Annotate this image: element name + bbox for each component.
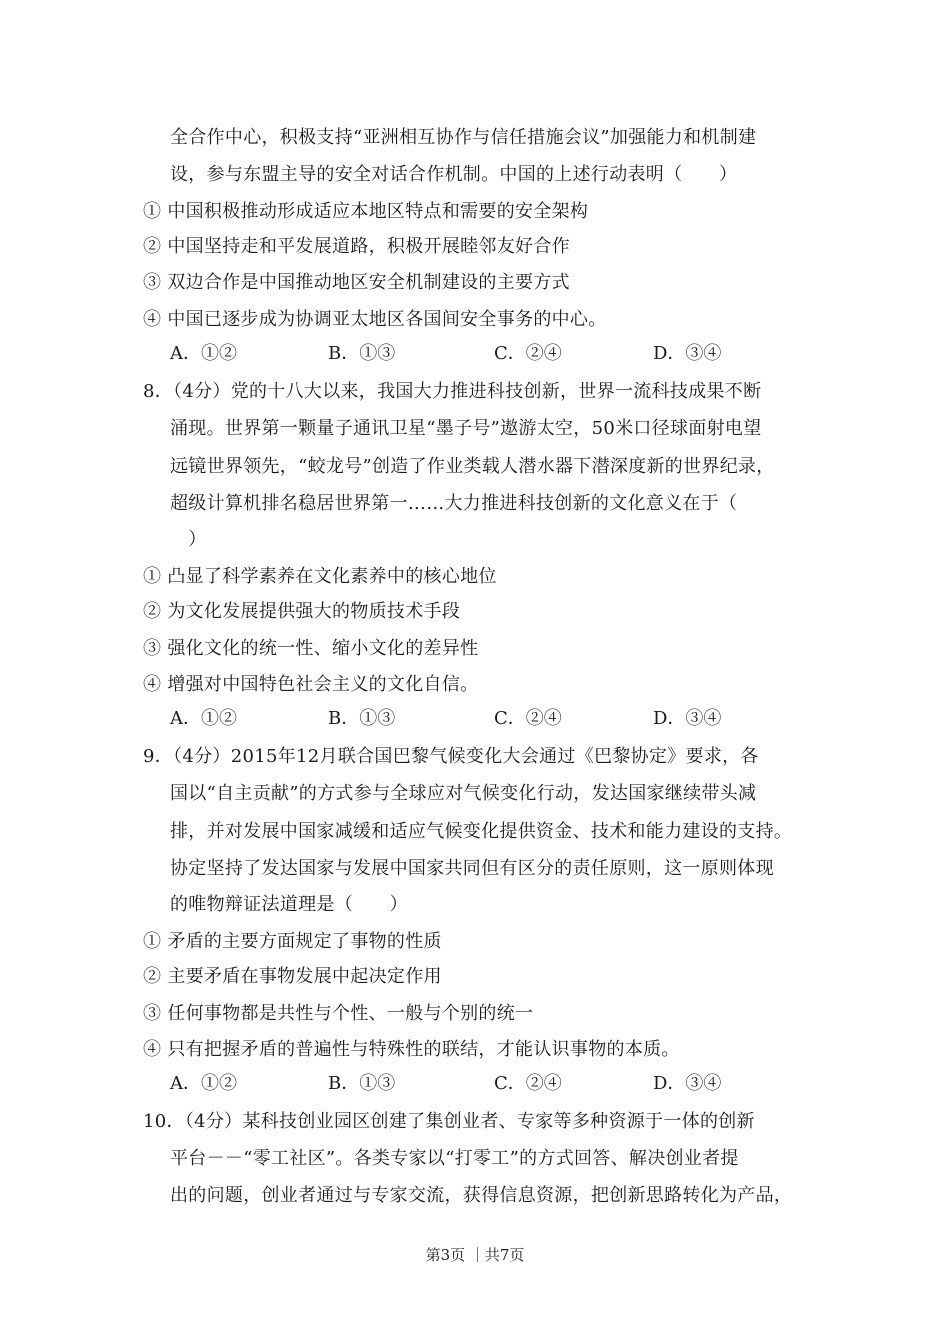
question-8-option: ④ 增强对中国特色社会主义的文化自信。 — [143, 674, 479, 695]
choice-c: C．②④ — [494, 708, 562, 729]
question-9-line: 的唯物辩证法道理是（ ） — [170, 894, 408, 915]
intro-line: 设，参与东盟主导的安全对话合作机制。中国的上述行动表明（ ） — [170, 164, 738, 185]
intro-option: ④ 中国已逐步成为协调亚太地区各国间安全事务的中心。 — [143, 309, 607, 330]
choice-a: A．①② — [170, 1073, 237, 1094]
question-10-stem: 10．（4分）某科技创业园区创建了集创业者、专家等多种资源于一体的创新 — [143, 1111, 755, 1132]
question-9-line: 协定坚持了发达国家与发展中国家共同但有区分的责任原则，这一原则体现 — [170, 858, 774, 879]
page-footer: 第3页 ｜共7页 — [425, 1246, 525, 1264]
question-10-line: 平台－－“零工社区”。各类专家以“打零工”的方式回答、解决创业者提 — [170, 1148, 739, 1169]
question-8-option: ③ 强化文化的统一性、缩小文化的差异性 — [143, 638, 479, 659]
question-9-option: ① 矛盾的主要方面规定了事物的性质 — [143, 931, 442, 952]
choice-b: B．①③ — [328, 708, 396, 729]
question-9-option: ④ 只有把握矛盾的普遍性与特殊性的联结，才能认识事物的本质。 — [143, 1039, 680, 1060]
question-8-line: 远镜世界领先，“蛟龙号”创造了作业类载人潜水器下潜深度新的世界纪录， — [170, 456, 775, 477]
choice-d: D．③④ — [653, 708, 722, 729]
intro-option: ① 中国积极推动形成适应本地区特点和需要的安全架构 — [143, 201, 589, 222]
question-8-option: ② 为文化发展提供强大的物质技术手段 — [143, 601, 461, 622]
choice-a: A．①② — [170, 343, 237, 364]
question-9-line: 国以“自主贡献”的方式参与全球应对气候变化行动，发达国家继续带头减 — [170, 783, 757, 804]
intro-line: 全合作中心，积极支持“亚洲相互协作与信任措施会议”加强能力和机制建 — [170, 127, 757, 148]
choice-d: D．③④ — [653, 343, 722, 364]
question-8-line: 涌现。世界第一颗量子通讯卫星“墨子号”遨游太空，50米口径球面射电望 — [170, 418, 762, 439]
choice-b: B．①③ — [328, 343, 396, 364]
choice-a: A．①② — [170, 708, 237, 729]
question-8-stem: 8．（4分）党的十八大以来，我国大力推进科技创新，世界一流科技成果不断 — [143, 381, 762, 402]
question-10-line: 出的问题，创业者通过与专家交流，获得信息资源，把创新思路转化为产品， — [170, 1185, 793, 1206]
choice-c: C．②④ — [494, 343, 562, 364]
question-8-line: ） — [170, 529, 207, 550]
question-9-line: 排，并对发展中国家减缓和适应气候变化提供资金、技术和能力建设的支持。 — [170, 821, 793, 842]
question-9-option: ③ 任何事物都是共性与个性、一般与个别的统一 — [143, 1003, 534, 1024]
question-9-stem: 9．（4分）2015年12月联合国巴黎气候变化大会通过《巴黎协定》要求，各 — [143, 746, 759, 767]
question-9-option: ② 主要矛盾在事物发展中起决定作用 — [143, 966, 442, 987]
question-8-line: 超级计算机排名稳居世界第一……大力推进科技创新的文化意义在于（ — [170, 493, 738, 514]
choice-b: B．①③ — [328, 1073, 396, 1094]
choice-c: C．②④ — [494, 1073, 562, 1094]
choice-d: D．③④ — [653, 1073, 722, 1094]
question-8-option: ① 凸显了科学素养在文化素养中的核心地位 — [143, 566, 497, 587]
intro-option: ② 中国坚持走和平发展道路，积极开展睦邻友好合作 — [143, 236, 570, 257]
intro-option: ③ 双边合作是中国推动地区安全机制建设的主要方式 — [143, 272, 570, 293]
